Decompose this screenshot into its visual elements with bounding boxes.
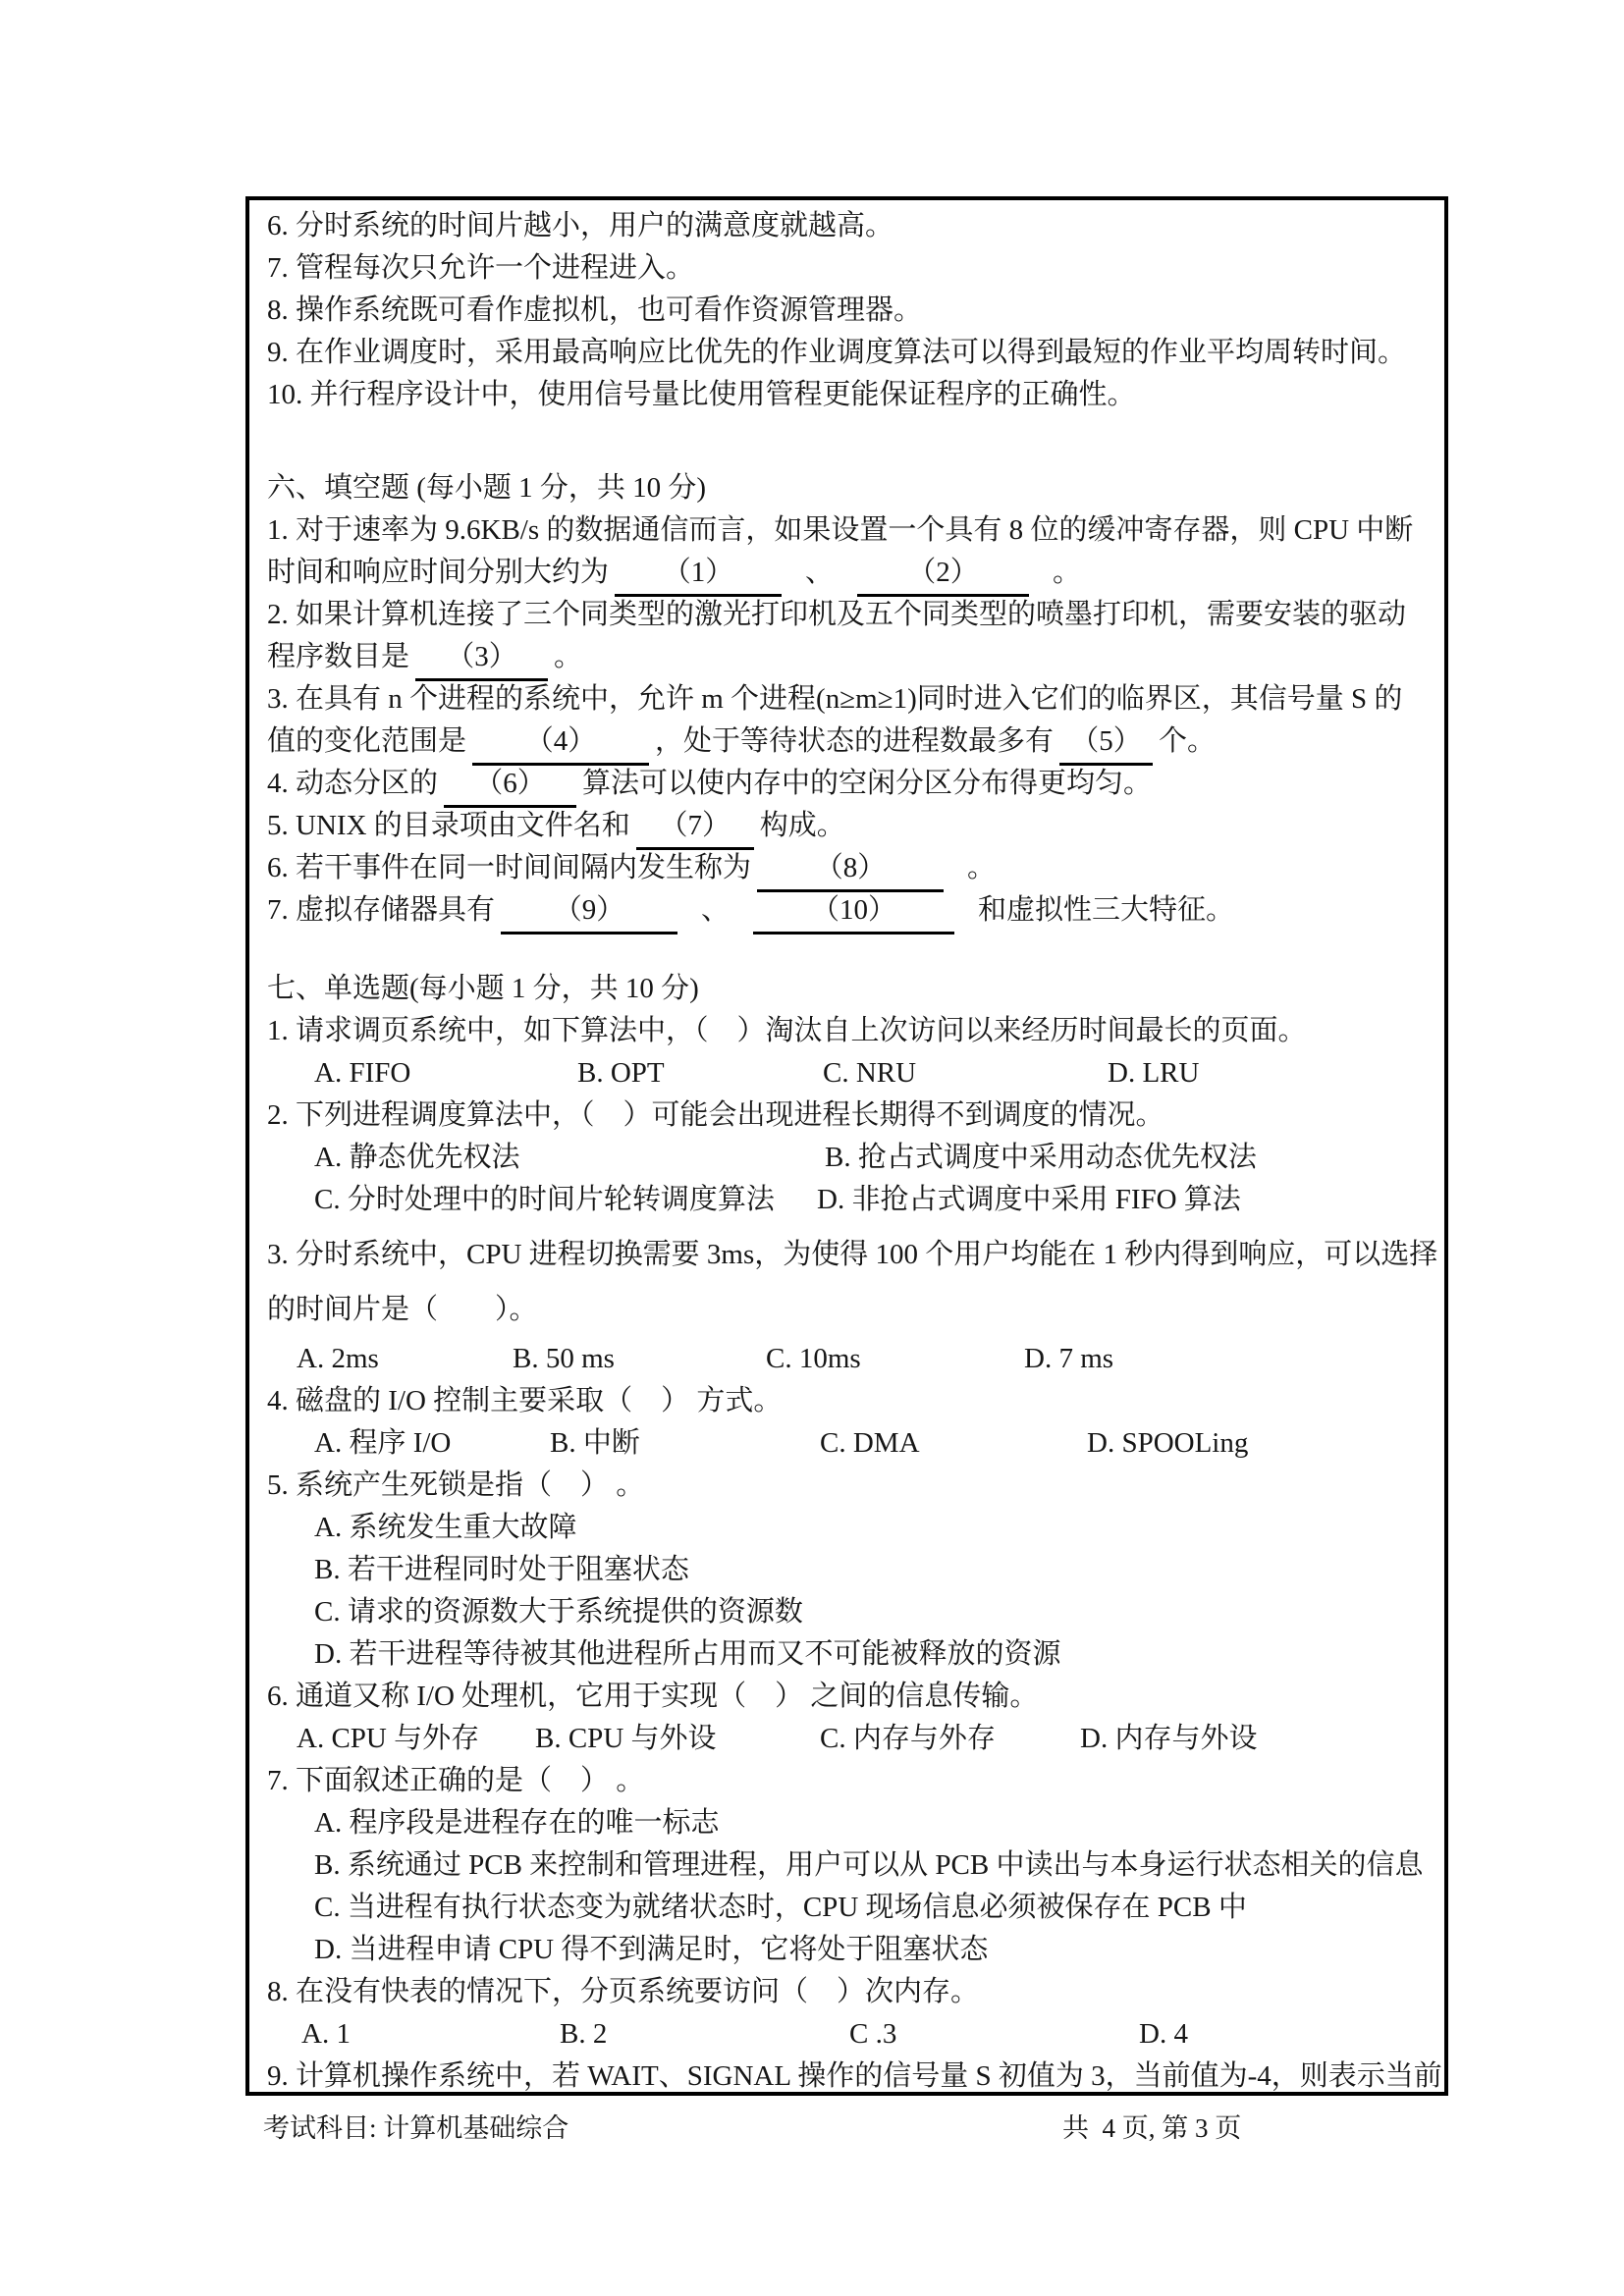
option-c: C. 分时处理中的时间片轮转调度算法 bbox=[314, 1184, 775, 1215]
blank-1: （1） bbox=[615, 552, 782, 597]
fill-q6-line bbox=[267, 847, 1427, 889]
mcq-q8-options bbox=[267, 2013, 1427, 2056]
option-d: D. 7 ms bbox=[1024, 1343, 1114, 1374]
footer-page-number: 共 4 页, 第 3 页 bbox=[1062, 2113, 1242, 2143]
fill-q4-text-pre: 4. 动态分区的 bbox=[267, 768, 439, 799]
option-b: B. CPU 与外设 bbox=[535, 1723, 717, 1754]
mcq-q7-option-c: C. 当进程有执行状态变为就绪状态时，CPU 现场信息必须被保存在 PCB 中 bbox=[314, 1892, 1247, 1923]
fill-q6-period: 。 bbox=[967, 852, 997, 883]
judge-item: 10. 并行程序设计中，使用信号量比使用管程更能保证程序的正确性。 bbox=[267, 379, 1136, 410]
option-d: D. LRU bbox=[1108, 1057, 1200, 1089]
blank-2: （2） bbox=[857, 552, 1029, 597]
fill-q1-text: 时间和响应时间分别大约为 bbox=[267, 557, 610, 588]
blank-7: （7） bbox=[636, 805, 754, 850]
fill-q1-line2 bbox=[267, 552, 1427, 594]
exam-content-frame bbox=[245, 196, 1448, 2096]
fill-section-title: 六、填空题 (每小题 1 分，共 10 分) bbox=[267, 472, 707, 504]
option-b: B. 抢占式调度中采用动态优先权法 bbox=[825, 1142, 1257, 1173]
option-c: C. 10ms bbox=[766, 1343, 861, 1374]
option-a: A. 程序 I/O bbox=[314, 1427, 452, 1459]
fill-q2-text: 程序数目是 bbox=[267, 641, 410, 672]
mcq-q6-options bbox=[267, 1718, 1427, 1760]
mcq-q2: 2. 下列进程调度算法中，（ ）可能会出现进程长期得不到调度的情况。 bbox=[267, 1099, 1164, 1131]
mcq-q3-line2: 的时间片是（ ）。 bbox=[267, 1294, 538, 1325]
section-gap bbox=[267, 416, 1427, 467]
option-a: A. CPU 与外存 bbox=[297, 1723, 480, 1754]
mcq-q8: 8. 在没有快表的情况下，分页系统要访问（ ）次内存。 bbox=[267, 1976, 980, 2007]
fill-q7-text-pre: 7. 虚拟存储器具有 bbox=[267, 894, 496, 926]
mcq-q2-options-row1 bbox=[267, 1137, 1427, 1179]
judge-item: 7. 管程每次只允许一个进程进入。 bbox=[267, 252, 695, 284]
blank-10: （10） bbox=[753, 889, 954, 934]
option-b: B. 50 ms bbox=[513, 1343, 615, 1374]
mcq-q2-options-row2 bbox=[267, 1179, 1427, 1221]
mcq-q7-option-a: A. 程序段是进程存在的唯一标志 bbox=[314, 1807, 720, 1839]
blank-5: （5） bbox=[1059, 721, 1153, 766]
option-a: A. 1 bbox=[301, 2018, 351, 2050]
fill-q5-text-pre: 5. UNIX 的目录项由文件名和 bbox=[267, 810, 630, 841]
blank-3: （3） bbox=[415, 636, 548, 681]
fill-q2-period: 。 bbox=[554, 641, 583, 672]
fill-q5-text-post: 构成。 bbox=[759, 810, 845, 841]
mcq-q3-line1: 3. 分时系统中，CPU 进程切换需要 3ms，为使得 100 个用户均能在 1 秒内得到响应，可以选择 bbox=[267, 1239, 1438, 1270]
section-gap bbox=[267, 932, 1427, 968]
fill-q1-line1: 1. 对于速率为 9.6KB/s 的数据通信而言，如果设置一个具有 8 位的缓冲寄存器，则 CPU 中断 bbox=[267, 514, 1414, 546]
mcq-q1: 1. 请求调页系统中，如下算法中，（ ）淘汰自上次访问以来经历时间最长的页面。 bbox=[267, 1015, 1307, 1046]
option-d: D. 4 bbox=[1139, 2018, 1188, 2050]
mcq-section-title: 七、单选题(每小题 1 分，共 10 分) bbox=[267, 973, 699, 1004]
option-b: B. OPT bbox=[577, 1057, 665, 1089]
judge-item: 6. 分时系统的时间片越小，用户的满意度就越高。 bbox=[267, 210, 894, 241]
option-c: C. DMA bbox=[820, 1427, 920, 1459]
mcq-q9: 9. 计算机操作系统中，若 WAIT、SIGNAL 操作的信号量 S 初值为 3，当前值为-4，则表示当前 bbox=[267, 2060, 1442, 2092]
judge-item: 8. 操作系统既可看作虚拟机，也可看作资源管理器。 bbox=[267, 294, 923, 326]
mcq-q5: 5. 系统产生死锁是指（ ） 。 bbox=[267, 1469, 645, 1501]
option-a: A. 静态优先权法 bbox=[314, 1142, 520, 1173]
mcq-q5-option-c: C. 请求的资源数大于系统提供的资源数 bbox=[314, 1596, 803, 1628]
fill-q4-text-post: 算法可以使内存中的空闲分区分布得更均匀。 bbox=[582, 768, 1153, 799]
option-c: C. NRU bbox=[823, 1057, 917, 1089]
fill-q7-separator: 、 bbox=[701, 894, 731, 926]
mcq-q4-options bbox=[267, 1422, 1427, 1465]
option-d: D. 非抢占式调度中采用 FIFO 算法 bbox=[817, 1184, 1241, 1215]
fill-q7-line bbox=[267, 889, 1427, 932]
option-c: C. 内存与外存 bbox=[820, 1723, 996, 1754]
fill-q3-line2 bbox=[267, 721, 1427, 763]
mcq-q7: 7. 下面叙述正确的是（ ） 。 bbox=[267, 1765, 645, 1796]
judge-item: 9. 在作业调度时，采用最高响应比优先的作业调度算法可以得到最短的作业平均周转时间。 bbox=[267, 337, 1407, 368]
option-d: D. 内存与外设 bbox=[1080, 1723, 1258, 1754]
blank-8: （8） bbox=[757, 847, 944, 892]
mcq-q6: 6. 通道又称 I/O 处理机，它用于实现（ ） 之间的信息传输。 bbox=[267, 1681, 1039, 1712]
blank-9: （9） bbox=[501, 889, 677, 934]
fill-q4-line bbox=[267, 763, 1427, 805]
mcq-q7-option-b: B. 系统通过 PCB 来控制和管理进程，用户可以从 PCB 中读出与本身运行状态相关的信息 bbox=[314, 1849, 1424, 1881]
mcq-q7-option-d: D. 当进程申请 CPU 得不到满足时，它将处于阻塞状态 bbox=[314, 1934, 989, 1965]
fill-q2-line2 bbox=[267, 636, 1427, 678]
fill-q1-separator: 、 bbox=[805, 557, 835, 588]
option-c: C .3 bbox=[849, 2018, 897, 2050]
fill-q3-text-pre: 值的变化范围是 bbox=[267, 725, 467, 757]
fill-q3-line1: 3. 在具有 n 个进程的系统中，允许 m 个进程(n≥m≥1)同时进入它们的临界区，其信号量 S 的 bbox=[267, 683, 1403, 715]
fill-q2-line1: 2. 如果计算机连接了三个同类型的激光打印机及五个同类型的喷墨打印机，需要安装的驱动 bbox=[267, 599, 1407, 630]
option-d: D. SPOOLing bbox=[1087, 1427, 1249, 1459]
mcq-q1-options bbox=[267, 1052, 1427, 1095]
option-b: B. 中断 bbox=[550, 1427, 640, 1459]
fill-q3-text-mid: ，处于等待状态的进程数最多有 bbox=[655, 725, 1055, 757]
option-a: A. 2ms bbox=[297, 1343, 379, 1374]
fill-q7-text-post: 和虚拟性三大特征。 bbox=[978, 894, 1235, 926]
fill-q3-end: 个。 bbox=[1159, 725, 1217, 757]
fill-q5-line bbox=[267, 805, 1427, 847]
mcq-q5-option-a: A. 系统发生重大故障 bbox=[314, 1512, 577, 1543]
mcq-q4: 4. 磁盘的 I/O 控制主要采取（ ） 方式。 bbox=[267, 1385, 783, 1416]
fill-q6-text-pre: 6. 若干事件在同一时间间隔内发生称为 bbox=[267, 852, 752, 883]
blank-6: （6） bbox=[444, 763, 576, 808]
fill-q1-period: 。 bbox=[1053, 557, 1082, 588]
mcq-q5-option-b: B. 若干进程同时处于阻塞状态 bbox=[314, 1554, 689, 1585]
mcq-q3-options bbox=[267, 1338, 1427, 1380]
option-b: B. 2 bbox=[560, 2018, 608, 2050]
option-a: A. FIFO bbox=[314, 1057, 411, 1089]
blank-4: （4） bbox=[472, 721, 649, 766]
footer-subject: 考试科目: 计算机基础综合 bbox=[263, 2113, 569, 2143]
mcq-q5-option-d: D. 若干进程等待被其他进程所占用而又不可能被释放的资源 bbox=[314, 1638, 1061, 1670]
